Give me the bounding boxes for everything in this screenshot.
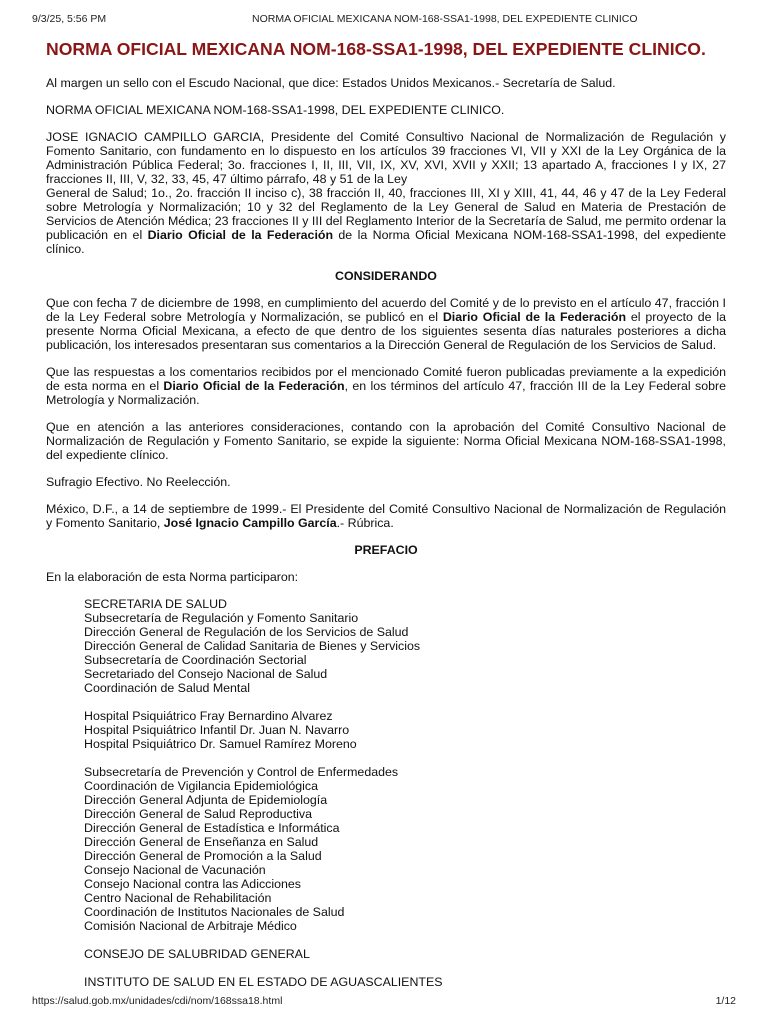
participant-item: Subsecretaría de Coordinación Sectorial: [84, 653, 307, 667]
participant-item: CONSEJO DE SALUBRIDAD GENERAL: [84, 947, 310, 961]
participant-item: Coordinación de Vigilancia Epidemiológica: [84, 779, 318, 793]
participant-item: Comisión Nacional de Arbitraje Médico: [84, 919, 297, 933]
participant-item: Coordinación de Salud Mental: [84, 681, 251, 695]
participant-item: Hospital Psiquiátrico Fray Bernardino Alvarez: [84, 709, 333, 723]
participant-item: Hospital Psiquiátrico Infantil Dr. Juan N. Navarro: [84, 723, 350, 737]
print-page-title: NORMA OFICIAL MEXICANA NOM-168-SSA1-1998, DEL EXPEDIENTE CLINICO: [252, 13, 638, 25]
participants-group-5: [84, 975, 726, 989]
signature-text-b: .- Rúbrica.: [336, 516, 394, 530]
cons2-text-b: , en los términos del artículo 47, fracción III de la Ley Federal sobre Metrología y Normalización.: [46, 379, 727, 407]
participant-item: INSTITUTO DE SALUD EN EL ESTADO DE AGUASCALIENTES: [84, 975, 443, 989]
participant-item: Subsecretaría de Prevención y Control de Enfermedades: [84, 765, 399, 779]
intro-bold-dof: Diario Oficial de la Federación: [147, 228, 334, 242]
intro-text-b: General de Salud; 1o., 2o. fracción II inciso c), 38 fracción II, 40, fracciones III, XI y XIII, 41, 44, 46 y 47 de la Ley Federal sobre Metrología y Normalización; 10 y 32 del Reglamento de la Ley General de Salud en Materia de Prestación de Servicios de Atención Médica; 23 fracciones II y III del Reglamento Interior de la Secretaría de Salud, me permito ordenar la publicación en el: [46, 186, 726, 242]
prefacio-heading: PREFACIO: [354, 543, 418, 557]
participants-group-3: [84, 765, 726, 933]
considerando-paragraph-2: [46, 365, 726, 407]
cons1-text-a: Que con fecha 7 de diciembre de 1998, en cumplimiento del acuerdo del Comité y de lo previsto en el artículo 47, fracción I de la Ley Federal sobre Metrología y Normalización, se publicó en el: [46, 296, 726, 324]
participant-item: Secretariado del Consejo Nacional de Salud: [84, 667, 328, 681]
participant-item: Dirección General de Regulación de los Servicios de Salud: [84, 625, 409, 639]
print-header: [32, 13, 736, 27]
margin-note: Al margen un sello con el Escudo Nacional, que dice: Estados Unidos Mexicanos.- Secretaría de Salud.: [46, 76, 616, 90]
participant-item: Hospital Psiquiátrico Dr. Samuel Ramírez Moreno: [84, 737, 357, 751]
page-number: 1/12: [715, 995, 736, 1007]
considerando-heading: CONSIDERANDO: [335, 269, 437, 283]
signature-paragraph: [46, 502, 726, 530]
sufragio-paragraph: Sufragio Efectivo. No Reelección.: [46, 475, 231, 489]
participant-item: Consejo Nacional contra las Adicciones: [84, 877, 301, 891]
signatory-name: José Ignacio Campillo García: [163, 516, 337, 530]
cons2-text-a: Que las respuestas a los comentarios recibidos por el mencionado Comité fueron publicadas previamente a la expedición de esta norma en el: [46, 365, 726, 393]
participants-group-1: [84, 597, 726, 695]
participant-item: Dirección General de Estadística e Informática: [84, 821, 340, 835]
participant-item: Coordinación de Institutos Nacionales de Salud: [84, 905, 345, 919]
participant-item: Centro Nacional de Rehabilitación: [84, 891, 272, 905]
participants-group-4: [84, 947, 726, 961]
norm-title-paragraph: NORMA OFICIAL MEXICANA NOM-168-SSA1-1998, DEL EXPEDIENTE CLINICO.: [46, 103, 505, 117]
document-body: [46, 38, 726, 1003]
cons1-bold-dof: Diario Oficial de la Federación: [442, 310, 627, 324]
participant-item: Dirección General de Enseñanza en Salud: [84, 835, 319, 849]
print-url: https://salud.gob.mx/unidades/cdi/nom/168ssa18.html: [32, 995, 283, 1007]
participant-item: Dirección General de Promoción a la Salud: [84, 849, 322, 863]
participant-item: SECRETARIA DE SALUD: [84, 597, 227, 611]
intro-text-a: JOSE IGNACIO CAMPILLO GARCIA, Presidente del Comité Consultivo Nacional de Normalización de Regulación y Fomento Sanitario, con fundamento en lo dispuesto en los artículos 39 fracciones VI, VII y XXI de la Ley Orgánica de la Administración Pública Federal; 3o. fracciones I, II, III, VII, IX, XV, XVI, XVII y XXII; 13 apartado A, fracciones I y IX, 27 fracciones II, III, V, 32, 33, 45, 47 último párrafo, 48 y 51 de la Ley: [46, 130, 726, 186]
participant-item: Dirección General Adjunta de Epidemiología: [84, 793, 328, 807]
considerando-paragraph-1: [46, 296, 726, 352]
cons2-bold-dof: Diario Oficial de la Federación: [163, 379, 345, 393]
participant-item: Dirección General de Salud Reproductiva: [84, 807, 312, 821]
print-date: 9/3/25, 5:56 PM: [32, 13, 107, 25]
document-heading: NORMA OFICIAL MEXICANA NOM-168-SSA1-1998, DEL EXPEDIENTE CLINICO.: [46, 39, 706, 59]
participant-item: Consejo Nacional de Vacunación: [84, 863, 266, 877]
cons1-text-b: el proyecto de la presente Norma Oficial Mexicana, a efecto de que dentro de los siguientes sesenta días naturales posteriores a dicha publicación, los interesados presentaran sus comentarios a la Dirección General de Regulación de los Servicios de Salud.: [46, 310, 726, 352]
participant-item: Dirección General de Calidad Sanitaria de Bienes y Servicios: [84, 639, 421, 653]
considerando-paragraph-3: Que en atención a las anteriores consideraciones, contando con la aprobación del Comité Consultivo Nacional de Normalización de Regulación y Fomento Sanitario, se expide la siguiente: Norma Oficial Mexicana NOM-168-SSA1-1998, del expediente clínico.: [46, 420, 726, 462]
participants-group-2: [84, 709, 726, 751]
participants-intro: En la elaboración de esta Norma participaron:: [46, 570, 299, 584]
signature-text-a: México, D.F., a 14 de septiembre de 1999.- El Presidente del Comité Consultivo Nacional de Normalización de Regulación y Fomento Sanitario,: [46, 502, 726, 530]
intro-paragraph: [46, 130, 726, 256]
participant-item: Subsecretaría de Regulación y Fomento Sanitario: [84, 611, 359, 625]
intro-text-c: de la Norma Oficial Mexicana NOM-168-SSA1-1998, del expediente clínico.: [46, 228, 727, 256]
